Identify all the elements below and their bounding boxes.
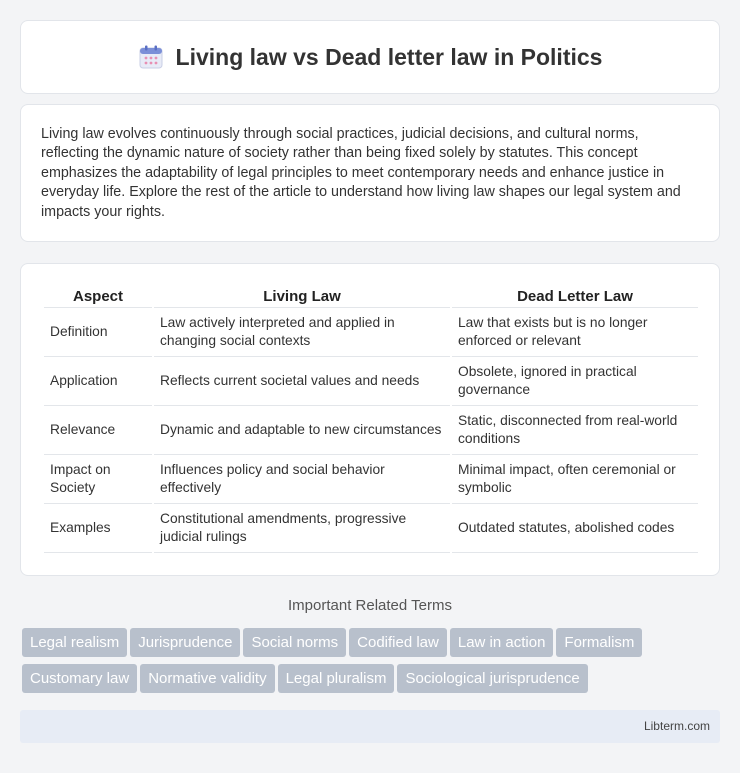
tag-jurisprudence[interactable]: Jurisprudence — [130, 628, 240, 657]
comparison-table — [42, 284, 700, 553]
tag-codified-law[interactable]: Codified law — [349, 628, 447, 657]
intro-card — [20, 104, 720, 242]
row-dead-letter-law: Outdated statutes, abolished codes — [452, 504, 698, 553]
table-row — [44, 504, 698, 553]
row-aspect: Definition — [44, 308, 152, 357]
tag-normative-validity[interactable]: Normative validity — [140, 664, 274, 693]
table-header-row — [44, 284, 698, 308]
row-aspect: Impact on Society — [44, 455, 152, 504]
row-living-law: Law actively interpreted and applied in changing social contexts — [154, 308, 450, 357]
calendar-icon — [138, 44, 164, 70]
tag-sociological-jurisprudence[interactable]: Sociological jurisprudence — [397, 664, 587, 693]
comparison-table-card — [20, 263, 720, 576]
header-living-law: Living Law — [154, 284, 450, 308]
table-row — [44, 357, 698, 406]
header-dead-letter-law: Dead Letter Law — [452, 284, 698, 308]
footer — [20, 710, 720, 743]
table-row — [44, 455, 698, 504]
tag-formalism[interactable]: Formalism — [556, 628, 642, 657]
intro-text: Living law evolves continuously through social practices, judicial decisions, and cultural norms, reflecting the dynamic nature of society rather than being fixed solely by statutes. This concept emphasizes the adaptability of legal principles to meet contemporary needs and enhance justice in everyday life. Explore the rest of the article to understand how living law shapes our legal system and impacts your rights. — [41, 126, 681, 220]
row-aspect: Application — [44, 357, 152, 406]
footer-brand[interactable]: Libterm.com — [643, 719, 710, 733]
row-dead-letter-law: Obsolete, ignored in practical governance — [452, 357, 698, 406]
row-dead-letter-law: Static, disconnected from real-world conditions — [452, 406, 698, 455]
table-row — [44, 308, 698, 357]
tag-law-in-action[interactable]: Law in action — [450, 628, 554, 657]
related-terms-title: Important Related Terms — [288, 597, 452, 614]
row-dead-letter-law: Minimal impact, often ceremonial or symbolic — [452, 455, 698, 504]
row-living-law: Influences policy and social behavior effectively — [154, 455, 450, 504]
page-title: Living law vs Dead letter law in Politics — [175, 43, 603, 70]
row-aspect: Examples — [44, 504, 152, 553]
header-card — [20, 20, 720, 94]
row-aspect: Relevance — [44, 406, 152, 455]
header-aspect: Aspect — [44, 284, 152, 308]
row-living-law: Reflects current societal values and needs — [154, 357, 450, 406]
tag-legal-realism[interactable]: Legal realism — [22, 628, 127, 657]
row-dead-letter-law: Law that exists but is no longer enforced or relevant — [452, 308, 698, 357]
tag-customary-law[interactable]: Customary law — [22, 664, 137, 693]
related-terms-list — [22, 628, 722, 700]
tag-legal-pluralism[interactable]: Legal pluralism — [278, 664, 395, 693]
table-row — [44, 406, 698, 455]
tag-social-norms[interactable]: Social norms — [243, 628, 346, 657]
row-living-law: Constitutional amendments, progressive judicial rulings — [154, 504, 450, 553]
row-living-law: Dynamic and adaptable to new circumstances — [154, 406, 450, 455]
